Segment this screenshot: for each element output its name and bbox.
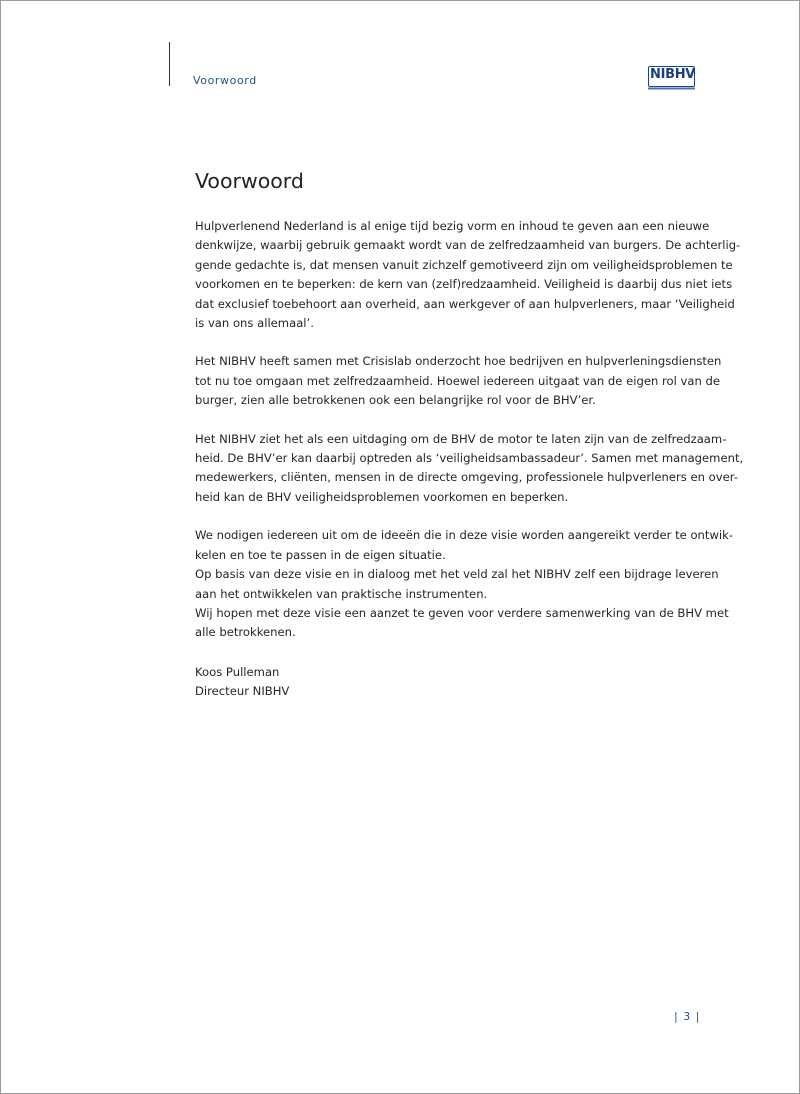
running-header: Voorwoord	[193, 74, 257, 87]
signature-name: Koos Pulleman	[195, 664, 280, 679]
text-line: Wij hopen met deze visie een aanzet te geven voor verdere samenwerking van de BHV met	[195, 605, 729, 620]
logo-wordmark: NIBHV	[650, 67, 696, 82]
text-line: Hulpverlenend Nederland is al enige tijd bezig vorm en inhoud te geven aan een nieuwe	[195, 219, 710, 233]
nibhv-logo	[648, 66, 695, 92]
paragraph-3	[195, 430, 744, 508]
text-line: voorkomen en te beperken: de kern van (zelf)redzaamheid. Veiligheid is daarbij dus niet iets	[195, 277, 733, 292]
text-line: denkwijze, waarbij gebruik gemaakt wordt van de zelfredzaamheid van burgers. De achterlig-	[195, 238, 741, 253]
paragraph-2	[195, 352, 722, 410]
text-line: is van ons allemaal’.	[195, 316, 314, 331]
text-line: gende gedachte is, dat mensen vanuit zichzelf gemotiveerd zijn om veiligheidsproblemen te	[195, 257, 733, 272]
text-line: Op basis van deze visie en in dialoog met het veld zal het NIBHV zelf een bijdrage leveren	[195, 567, 719, 582]
logo-tagline-mark	[648, 87, 695, 90]
text-line: tot nu toe omgaan met zelfredzaamheid. Hoewel iedereen uitgaat van de eigen rol van de	[195, 373, 720, 388]
text-line: Het NIBHV heeft samen met Crisislab onderzocht hoe bedrijven en hulpverleningsdiensten	[195, 354, 722, 369]
header-divider	[169, 42, 170, 86]
page-title: Voorwoord	[195, 169, 304, 193]
main-content	[195, 166, 744, 702]
text-line: dat exclusief toebehoort aan overheid, aan werkgever of aan hulpverleners, maar ‘Veiligheid	[195, 296, 735, 311]
page-number: | 3 |	[674, 1010, 701, 1023]
paragraph-4	[195, 526, 734, 642]
signature-block	[195, 663, 710, 702]
text-line: kelen en toe te passen in de eigen situatie.	[195, 547, 446, 562]
signature-role: Directeur NIBHV	[195, 684, 290, 699]
text-line: Het NIBHV ziet het als een uitdaging om de BHV de motor te laten zijn van de zelfredzaam-	[195, 431, 727, 446]
text-line: heid. De BHV’er kan daarbij optreden als ‘veiligheidsambassadeur’. Samen met management,	[195, 451, 744, 466]
text-line: medewerkers, cliënten, mensen in de directe omgeving, professionele hulpverleners en over-	[195, 470, 738, 485]
text-line: burger, zien alle betrokkenen ook een belangrijke rol voor de BHV’er.	[195, 393, 596, 408]
text-line: We nodigen iedereen uit om de ideeën die in deze visie worden aangereikt verder te ontwik-	[195, 528, 734, 543]
text-line: alle betrokkenen.	[195, 625, 296, 640]
text-line: heid kan de BHV veiligheidsproblemen voorkomen en beperken.	[195, 489, 569, 504]
paragraph-1	[195, 217, 741, 333]
text-line: aan het ontwikkelen van praktische instrumenten.	[195, 586, 488, 601]
